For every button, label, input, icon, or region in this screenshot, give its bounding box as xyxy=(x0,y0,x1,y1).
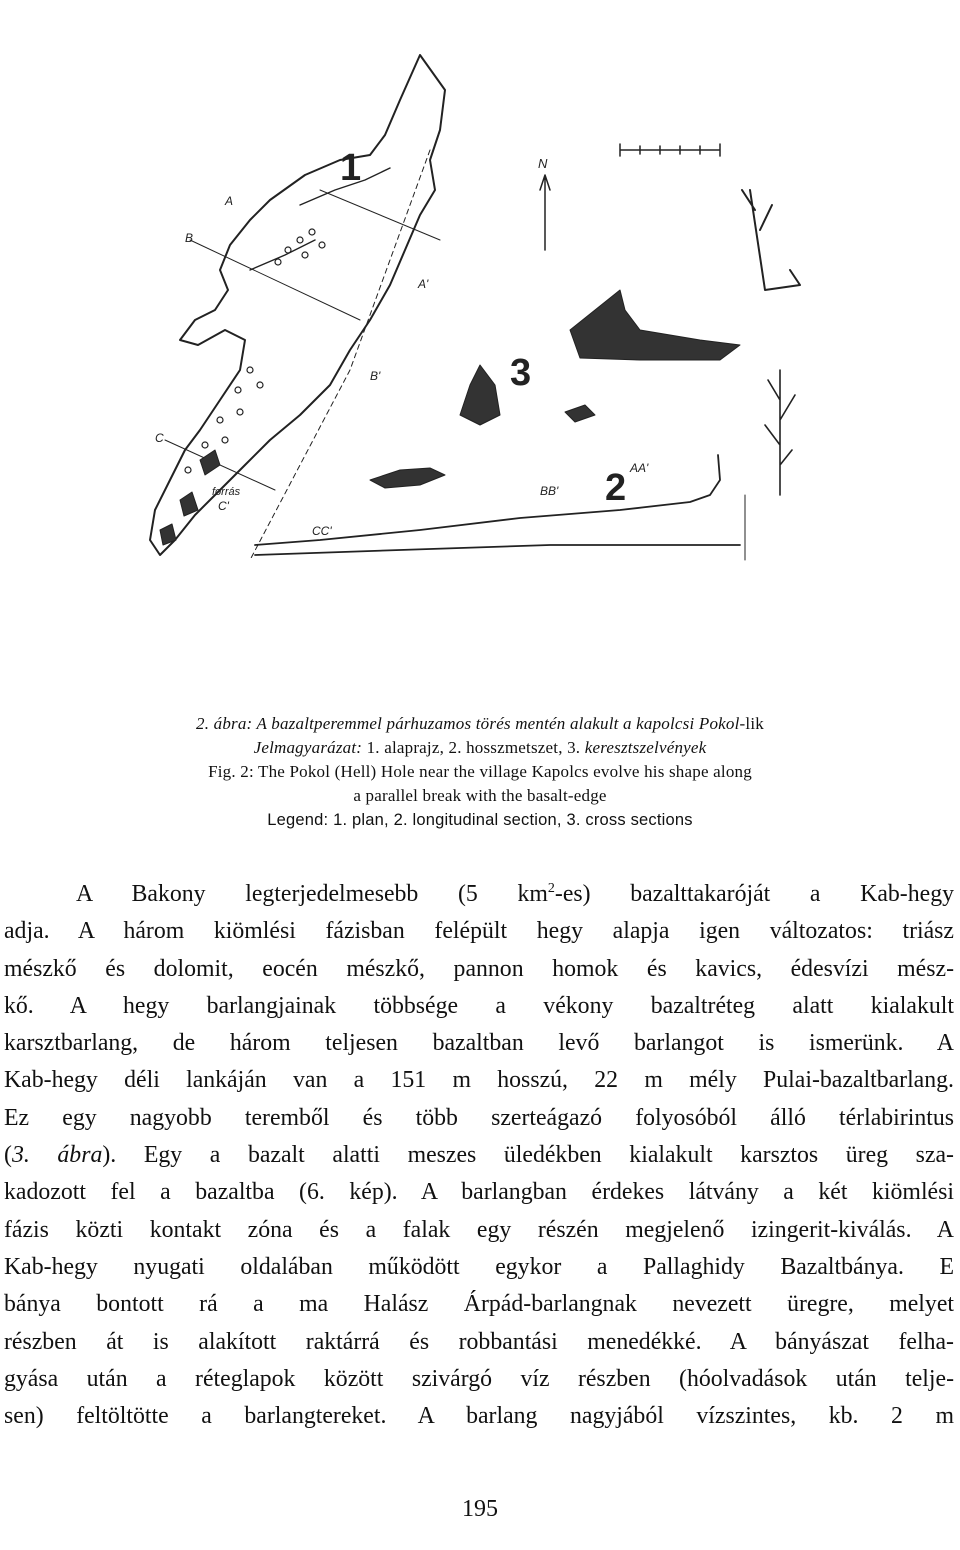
label-north: N xyxy=(538,156,548,171)
body-line: mészkő és dolomit, eocén mészkő, pannon homok és kavics, édesvízi mész- xyxy=(4,955,954,982)
hatched-blocks xyxy=(160,450,220,545)
label-b: B xyxy=(185,231,194,245)
tree-lower xyxy=(765,370,795,495)
body-line: kő. A hegy barlangjainak többsége a vékony bazaltréteg alatt kialakult xyxy=(4,992,954,1019)
cross-section-a xyxy=(570,290,740,360)
cross-section-c xyxy=(370,468,445,488)
label-a: A xyxy=(225,194,234,208)
cross-section-b2 xyxy=(565,405,595,422)
body-line: részben át is alakított raktárrá és robbantási menedékké. A bányászat felha- xyxy=(4,1328,954,1355)
caption-hu-title: 2. ábra: A bazaltperemmel párhuzamos törés mentén alakult a kapolcsi Pokol-lik xyxy=(196,714,764,733)
figure-caption xyxy=(0,712,960,832)
caption-en-line1: Fig. 2: The Pokol (Hell) Hole near the village Kapolcs evolve his shape along xyxy=(208,762,752,781)
body-line: A Bakony legterjedelmesebb (5 $km^2-es$) bazalttakaróját a Kab-hegy xyxy=(76,881,954,907)
cave-map-drawing xyxy=(100,40,860,600)
label-spring: forrás xyxy=(212,486,241,498)
label-c-prime: C' xyxy=(218,499,229,513)
north-arrow xyxy=(540,175,550,250)
cave-map-figure xyxy=(100,40,860,600)
body-line: Ez egy nagyobb teremből és több szerteágazó folyosóból álló térlabirintus xyxy=(4,1104,954,1131)
body-line: bánya bontott rá a ma Halász Árpád-barlangnak nevezett üregre, melyet xyxy=(4,1291,954,1318)
tree-upper xyxy=(742,190,800,290)
body-line: fázis közti kontakt zóna és a falak egy részén megjelenő izingerit-kiválás. A xyxy=(4,1216,954,1243)
cut-line-aa xyxy=(320,190,440,240)
body-line: Kab-hegy nyugati oldalában működött egykor a Pallaghidy Bazaltbánya. E xyxy=(4,1253,954,1280)
label-longitudinal: 2 xyxy=(605,467,627,509)
scale-bar xyxy=(620,144,720,156)
label-plan: 1 xyxy=(340,147,362,189)
label-aa: AA' xyxy=(630,461,649,475)
cross-section-b xyxy=(460,365,500,425)
label-c: C xyxy=(155,431,164,445)
caption-hu-legend: Jelmagyarázat: 1. alaprajz, 2. hosszmetszet, 3. keresztszelvények xyxy=(253,738,707,757)
body-paragraph xyxy=(4,876,954,1435)
caption-en-legend: Legend: 1. plan, 2. longitudinal section, 3. cross sections xyxy=(267,811,693,829)
caption-en-line2: a parallel break with the basalt-edge xyxy=(353,786,607,805)
body-line: sen) feltöltötte a barlangtereket. A barlang nagyjából vízszintes, kb. 2 m xyxy=(4,1403,954,1430)
label-cross: 3 xyxy=(510,352,532,394)
body-line: adja. A három kiömlési fázisban felépült hegy alapja igen változatos: triász xyxy=(4,918,954,945)
label-b-prime: B' xyxy=(370,369,381,383)
body-line: karsztbarlang, de három teljesen bazaltban levő barlangot is ismerünk. A xyxy=(4,1030,954,1057)
label-bb: BB' xyxy=(540,484,559,498)
body-line: (3. ábra). Egy a bazalt alatti meszes üledékben kialakult karsztos üreg sza- xyxy=(4,1142,954,1169)
label-a-prime: A' xyxy=(418,277,429,291)
body-line: kadozott fel a bazaltba (6. kép). A barlangban érdekes látvány a két kiömlési xyxy=(4,1179,954,1206)
page-number: 195 xyxy=(462,1496,498,1522)
label-cc: CC' xyxy=(312,524,332,538)
body-line: gyása után a réteglapok között szivárgó víz részben (hóolvadások után telje- xyxy=(4,1365,954,1392)
body-line: Kab-hegy déli lankáján van a 151 m hosszú, 22 m mély Pulai-bazaltbarlang. xyxy=(4,1067,954,1094)
longitudinal-section xyxy=(255,455,740,555)
plan-inner-wall xyxy=(250,168,390,270)
plan-axis-line xyxy=(250,150,430,560)
